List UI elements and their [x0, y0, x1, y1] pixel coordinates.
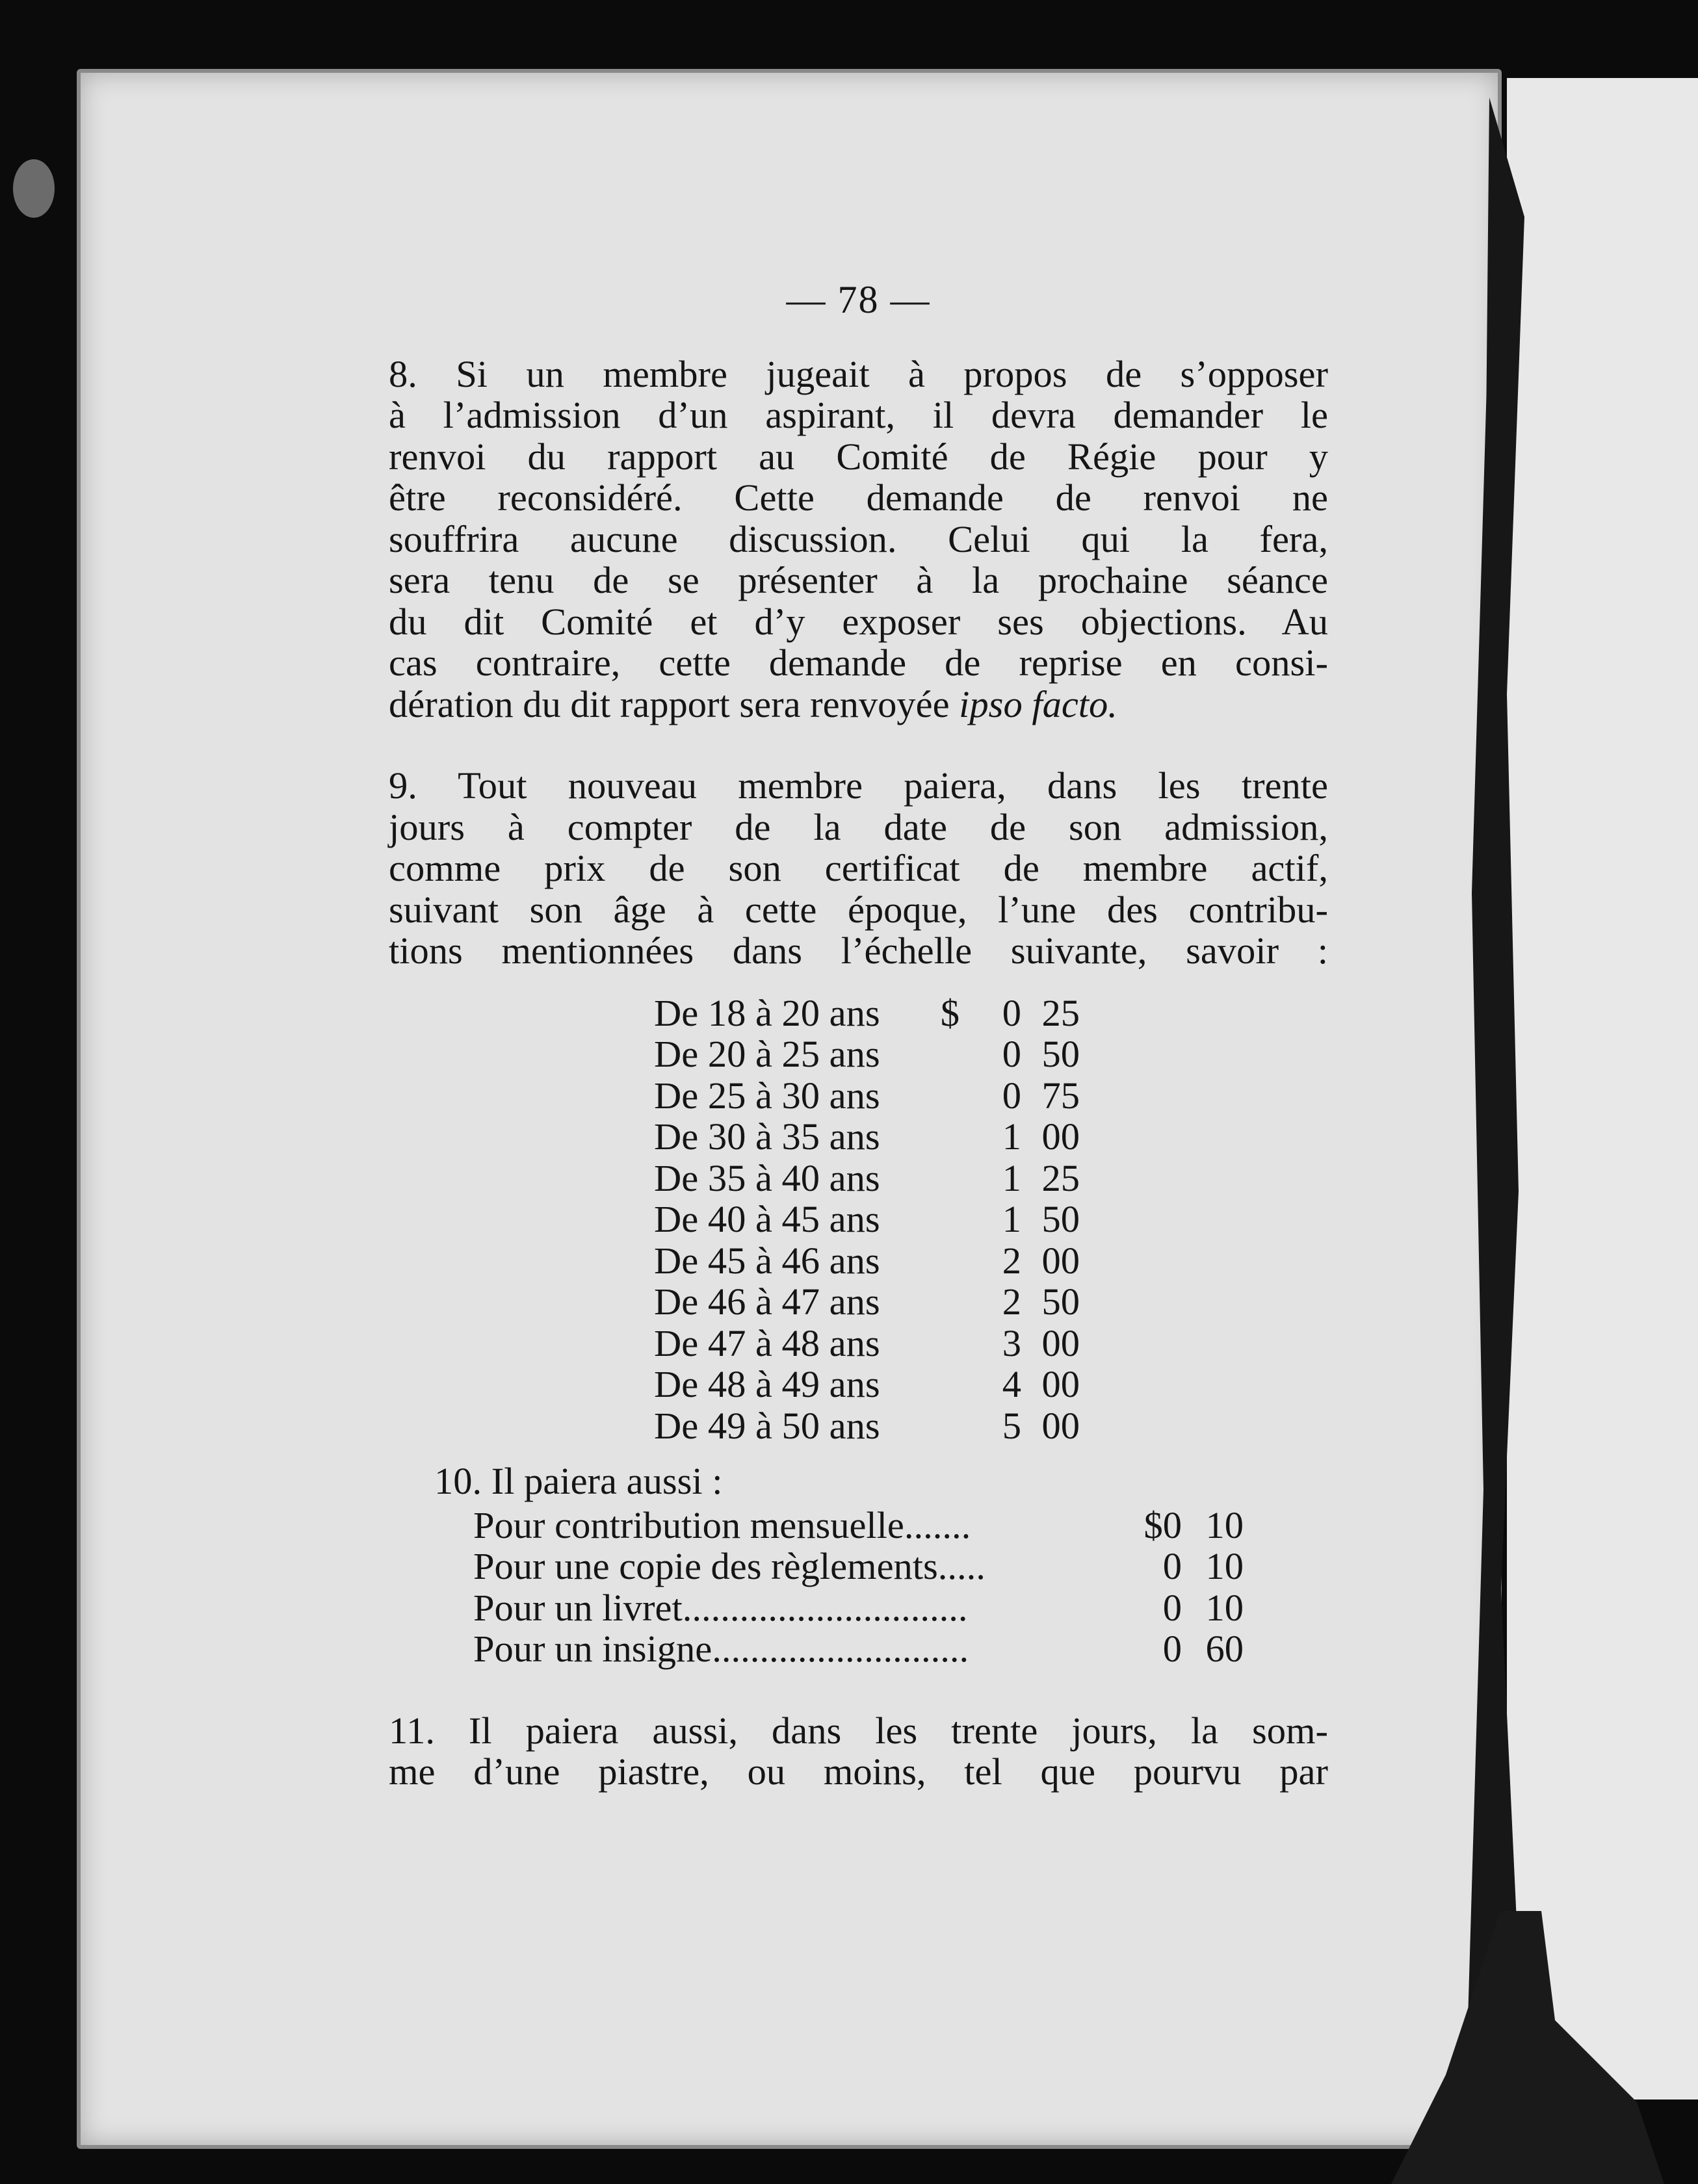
fee-row: [473, 1587, 1244, 1629]
text-line: du dit Comité et d’y exposer ses objections. Au: [389, 600, 1328, 643]
page-text: [389, 280, 1328, 1793]
cents: 00: [1041, 1363, 1080, 1405]
currency-sign: [934, 1075, 960, 1117]
currency-sign: [934, 1034, 960, 1075]
text-line: jours à compter de la date de son admission,: [389, 805, 1328, 848]
fee-item: Pour un livret..............................: [473, 1586, 968, 1629]
fee-row: [473, 1628, 1244, 1670]
ink-blot: [13, 159, 55, 218]
scale-row: [654, 1323, 1080, 1364]
dollars: 1: [1002, 1198, 1021, 1240]
currency-sign: [934, 1405, 960, 1447]
scale-row: [654, 1364, 1080, 1405]
fee-row: [473, 1505, 1244, 1546]
currency-sign: [934, 1158, 960, 1199]
italic-phrase: ipso facto.: [959, 682, 1117, 725]
text-line: être reconsidéré. Cette demande de renvoi ne: [389, 476, 1328, 519]
dollars: 3: [1002, 1321, 1021, 1364]
scale-row: [654, 993, 1080, 1034]
text-line: 9. Tout nouveau membre paiera, dans les trente: [389, 764, 1328, 807]
cents: 75: [1041, 1074, 1080, 1117]
fees-table: [473, 1505, 1244, 1670]
age-range: De 45 à 46 ans: [654, 1239, 880, 1282]
text-line: sera tenu de se présenter à la prochaine séance: [389, 559, 1328, 601]
text-line: à l’admission d’un aspirant, il devra demander le: [389, 394, 1328, 436]
dollars: 4: [1002, 1363, 1021, 1405]
currency-sign: [934, 1240, 960, 1282]
text-line: [389, 684, 1328, 725]
dollars: 2: [1002, 1280, 1021, 1323]
text-line: tions mentionnées dans l’échelle suivante, savoir :: [389, 930, 1328, 972]
text-line: 11. Il paiera aussi, dans les trente jours, la som-: [389, 1709, 1328, 1752]
age-range: De 18 à 20 ans: [654, 991, 880, 1034]
scale-row: [654, 1075, 1080, 1117]
cents: 50: [1041, 1280, 1080, 1323]
age-range: De 40 à 45 ans: [654, 1198, 880, 1240]
text-fragment: dération du dit rapport sera renvoyée: [389, 682, 960, 725]
article-8: [389, 354, 1328, 725]
contribution-scale-table: [654, 993, 1080, 1447]
fee-cents: 10: [1205, 1586, 1244, 1629]
text-line: souffrira aucune discussion. Celui qui la fera,: [389, 517, 1328, 560]
age-range: De 47 à 48 ans: [654, 1321, 880, 1364]
article-11: [389, 1710, 1328, 1793]
fee-cents: 10: [1205, 1545, 1244, 1587]
age-range: De 25 à 30 ans: [654, 1074, 880, 1117]
dollars: 2: [1002, 1239, 1021, 1282]
cents: 00: [1041, 1321, 1080, 1364]
article-9: [389, 765, 1328, 972]
currency-sign: [934, 1116, 960, 1158]
currency-sign: [934, 1281, 960, 1323]
text-line: cas contraire, cette demande de reprise en consi-: [389, 642, 1328, 684]
fee-dollars: 0: [1162, 1545, 1182, 1587]
age-range: De 35 à 40 ans: [654, 1156, 880, 1199]
cents: 00: [1041, 1404, 1080, 1447]
scale-row: [654, 1405, 1080, 1447]
scale-row: [654, 1034, 1080, 1075]
age-range: De 49 à 50 ans: [654, 1404, 880, 1447]
currency-sign: [934, 1323, 960, 1364]
cents: 25: [1041, 1156, 1080, 1199]
dollars: 5: [1002, 1404, 1021, 1447]
fee-row: [473, 1546, 1244, 1587]
dollars: 0: [1002, 991, 1021, 1034]
fee-item: Pour contribution mensuelle.......: [473, 1503, 971, 1546]
age-range: De 46 à 47 ans: [654, 1280, 880, 1323]
dollars: 0: [1002, 1033, 1021, 1075]
age-range: De 20 à 25 ans: [654, 1033, 880, 1075]
text-line: me d’une piastre, ou moins, tel que pourvu par: [389, 1750, 1328, 1793]
facing-page-edge: [1507, 78, 1698, 2100]
dollars: 0: [1002, 1074, 1021, 1117]
dollars: 1: [1002, 1115, 1021, 1158]
dollars: 1: [1002, 1156, 1021, 1199]
scale-row: [654, 1158, 1080, 1199]
fee-dollars: $0: [1143, 1503, 1182, 1546]
currency-sign: [934, 1199, 960, 1240]
fee-cents: 10: [1205, 1503, 1244, 1546]
scale-row: [654, 1116, 1080, 1158]
cents: 50: [1041, 1033, 1080, 1075]
text-line: comme prix de son certificat de membre actif,: [389, 847, 1328, 889]
currency-sign: $: [940, 991, 960, 1034]
cents: 00: [1041, 1239, 1080, 1282]
text-line: 8. Si un membre jugeait à propos de s’opposer: [389, 352, 1328, 395]
age-range: De 48 à 49 ans: [654, 1363, 880, 1405]
fee-cents: 60: [1205, 1628, 1244, 1670]
page-number: — 78 —: [786, 278, 931, 321]
scale-row: [654, 1281, 1080, 1323]
cents: 50: [1041, 1198, 1080, 1240]
text-line: renvoi du rapport au Comité de Régie pour y: [389, 435, 1328, 478]
fee-dollars: 0: [1162, 1628, 1182, 1670]
fee-dollars: 0: [1162, 1586, 1182, 1629]
fee-item: Pour une copie des règlements.....: [473, 1545, 986, 1587]
cents: 25: [1041, 991, 1080, 1034]
scale-row: [654, 1199, 1080, 1240]
currency-sign: [934, 1364, 960, 1405]
cents: 00: [1041, 1115, 1080, 1158]
age-range: De 30 à 35 ans: [654, 1115, 880, 1158]
article-10-heading: 10. Il paiera aussi :: [434, 1460, 723, 1502]
scale-row: [654, 1240, 1080, 1282]
fee-item: Pour un insigne...........................: [473, 1628, 969, 1670]
text-line: suivant son âge à cette époque, l’une des contribu-: [389, 888, 1328, 931]
